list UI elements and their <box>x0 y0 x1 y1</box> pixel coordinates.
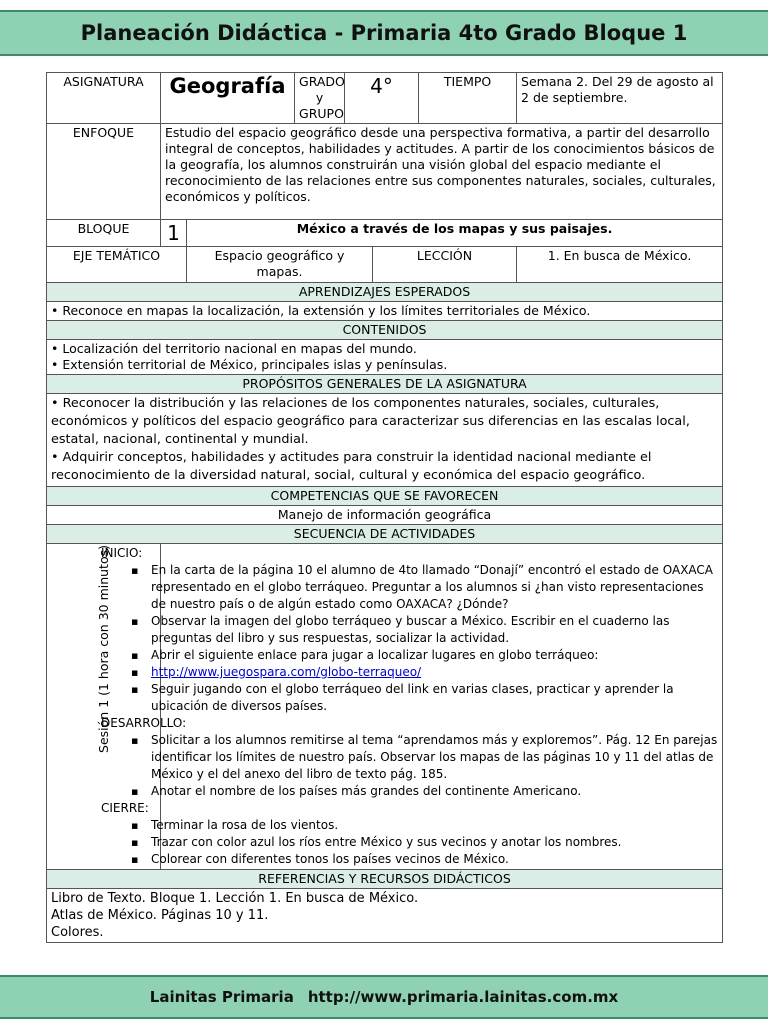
activity-item: ▪ Trazar con color azul los ríos entre México y sus vecinos y anotar los nombres. <box>129 834 718 851</box>
activity-item: ▪ En la carta de la página 10 el alumno de 4to llamado “Donají” encontró el estado de OAXACA representado en el globo terráqueo. Preguntar a los alumnos si ¿han visto representaciones de nuestro país o de algún estado como OAXACA? ¿Dónde? <box>129 562 718 613</box>
desarrollo-list <box>129 732 718 800</box>
footer-site-name: Lainitas Primaria <box>149 988 294 1006</box>
eje-label: EJE TEMÁTICO <box>47 247 187 283</box>
eje-value: Espacio geográfico y mapas. <box>187 247 373 283</box>
activity-item: ▪ Abrir el siguiente enlace para jugar a localizar lugares en globo terráqueo: <box>129 647 718 664</box>
tiempo-value: Semana 2. Del 29 de agosto al 2 de septiembre. <box>517 73 723 124</box>
inicio-list <box>129 562 718 715</box>
competencias-text: Manejo de información geográfica <box>47 506 723 525</box>
asignatura-value: Geografía <box>161 73 295 124</box>
aprendizajes-heading: APRENDIZAJES ESPERADOS <box>47 283 723 302</box>
activity-link-item <box>129 664 718 681</box>
leccion-value: 1. En busca de México. <box>517 247 723 283</box>
activity-item: ▪ Observar la imagen del globo terráqueo y buscar a México. Escribir en el cuaderno las preguntas del libro y sus respuestas, socializar la actividad. <box>129 613 718 647</box>
proposito-item: • Adquirir conceptos, habilidades y actitudes para construir la identidad nacional mediante el reconocimiento de la diversidad natural, social, cultural y económica del espacio geográfico. <box>51 450 652 483</box>
footer-url[interactable]: http://www.primaria.lainitas.com.mx <box>307 988 619 1006</box>
aprendizajes-text: • Reconoce en mapas la localización, la extensión y los límites territoriales de México. <box>47 302 723 321</box>
proposito-item: • Reconocer la distribución y las relaciones de los componentes naturales, sociales, culturales, económicos y políticos del espacio geográfico para caracterizar sus diferencias en las escalas local, estatal, nacional, continental y mundial. <box>51 396 690 447</box>
referencia-item: Libro de Texto. Bloque 1. Lección 1. En busca de México. <box>51 891 419 906</box>
referencias-heading: REFERENCIAS Y RECURSOS DIDÁCTICOS <box>47 870 723 889</box>
desarrollo-label: DESARROLLO: <box>101 716 187 730</box>
propositos-heading: PROPÓSITOS GENERALES DE LA ASIGNATURA <box>47 375 723 394</box>
session-label: Sesión 1 (1 hora con 30 minutos) <box>95 545 111 753</box>
activity-item: ▪ Terminar la rosa de los vientos. <box>129 817 718 834</box>
activity-item: ▪ Seguir jugando con el globo terráqueo del link en varias clases, practicar y aprender la ubicación de diversos países. <box>129 681 718 715</box>
grado-label: GRADO y GRUPO <box>295 73 345 124</box>
inicio-label: INICIO: <box>101 546 143 560</box>
page-title: Planeación Didáctica - Primaria 4to Grado Bloque 1 <box>80 21 688 45</box>
referencia-item: Atlas de México. Páginas 10 y 11. <box>51 908 269 923</box>
planning-table <box>46 72 723 943</box>
asignatura-label: ASIGNATURA <box>47 73 161 124</box>
propositos-list <box>47 394 723 487</box>
bloque-label: BLOQUE <box>47 220 161 247</box>
contenido-item: • Extensión territorial de México, principales islas y penínsulas. <box>51 357 448 372</box>
footer-banner <box>0 975 768 1019</box>
secuencia-heading: SECUENCIA DE ACTIVIDADES <box>47 525 723 544</box>
contenidos-list <box>47 340 723 375</box>
enfoque-label: ENFOQUE <box>47 124 161 220</box>
activity-item: ▪ Anotar el nombre de los países más grandes del continente Americano. <box>129 783 718 800</box>
juegos-link[interactable]: http://www.juegospara.com/globo-terraqueo/ <box>151 665 422 679</box>
bloque-value: 1 <box>161 220 187 247</box>
activity-item: ▪ Solicitar a los alumnos remitirse al tema “aprendamos más y exploremos”. Pág. 12 En parejas identificar los límites de nuestro país. Observar los mapas de las páginas 10 y 11 del atlas de México y el del anexo del libro de texto pág. 185. <box>129 732 718 783</box>
bloque-title: México a través de los mapas y sus paisajes. <box>187 220 723 247</box>
activity-item: ▪ Colorear con diferentes tonos los países vecinos de México. <box>129 851 718 868</box>
enfoque-text: Estudio del espacio geográfico desde una perspectiva formativa, a partir del desarrollo integral de conceptos, habilidades y actitudes. A partir de los conocimientos básicos de la geografía, los alumnos construirán una visión global del espacio mediante el reconocimiento de las relaciones entre sus componentes naturales, sociales, culturales, económicos y políticos. <box>161 124 723 220</box>
leccion-label: LECCIÓN <box>373 247 517 283</box>
cierre-label: CIERRE: <box>101 801 149 815</box>
header-banner <box>0 10 768 56</box>
cierre-list <box>129 817 718 868</box>
tiempo-label: TIEMPO <box>419 73 517 124</box>
grado-value: 4° <box>345 73 419 124</box>
referencias-list <box>47 889 723 943</box>
contenido-item: • Localización del territorio nacional en mapas del mundo. <box>51 341 417 356</box>
competencias-heading: COMPETENCIAS QUE SE FAVORECEN <box>47 487 723 506</box>
contenidos-heading: CONTENIDOS <box>47 321 723 340</box>
referencia-item: Colores. <box>51 925 104 940</box>
